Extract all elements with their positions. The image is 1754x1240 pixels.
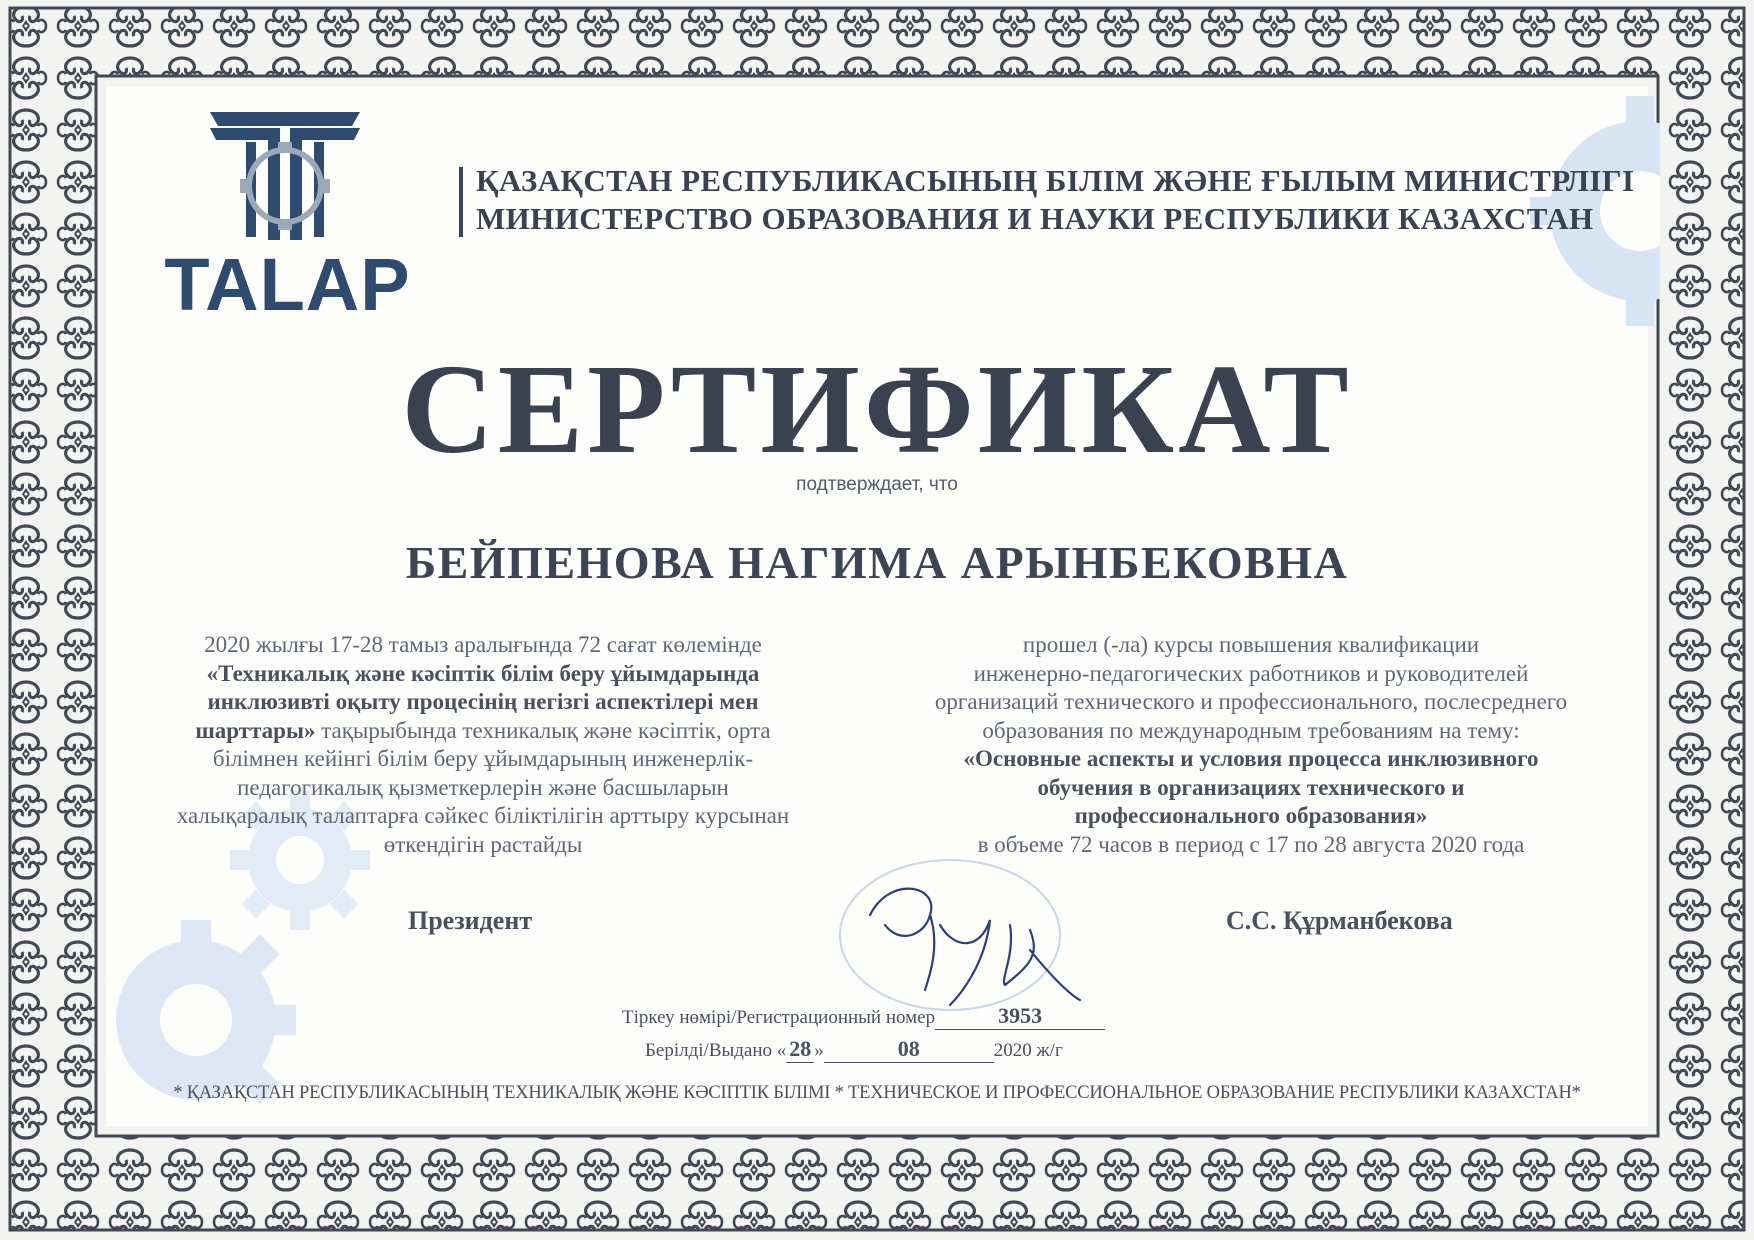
body-kz-line: «Техникалық және кәсіптік білім беру ұйымдарында bbox=[206, 660, 760, 686]
issued-day: 28 bbox=[786, 1036, 814, 1063]
issued-year: 2020 ж/г bbox=[993, 1040, 1063, 1061]
body-kz-line: білімнен кейінгі білім беру ұйымдарының инженерлік- bbox=[212, 746, 754, 771]
registration-number: 3953 bbox=[935, 1003, 1105, 1030]
body-kz-line: инклюзивті оқыту процесінің негізгі аспектілері мен bbox=[207, 689, 759, 714]
registration-number-row bbox=[622, 1003, 1105, 1030]
body-kz-line: өткендігін растайды bbox=[383, 831, 583, 857]
body-ru-line: организаций технического и профессионального, послесреднего bbox=[934, 689, 1568, 714]
body-kz-line: халықаралық талаптарға сәйкес біліктілігін арттыру курсынан bbox=[176, 803, 790, 828]
header-divider bbox=[459, 167, 463, 237]
handwritten-signature bbox=[830, 855, 1120, 1025]
body-kz-line: тақырыбында техникалық және кәсіптік, орта bbox=[315, 717, 771, 743]
recipient-name: БЕЙПЕНОВА НАГИМА АРЫНБЕКОВНА bbox=[405, 537, 1349, 588]
body-kazakh bbox=[133, 631, 833, 859]
signatory-role: Президент bbox=[408, 906, 533, 935]
body-kz-line: педагогикалық қызметкерлерін және басшыларын bbox=[237, 774, 729, 800]
ministry-header bbox=[476, 162, 1635, 238]
signatory-name: С.С. Құрманбекова bbox=[1226, 906, 1453, 935]
logo-wordmark: TALAP bbox=[164, 243, 411, 326]
body-ru-line: инженерно-педагогических работников и руководителей bbox=[973, 660, 1529, 686]
ministry-line-kz: ҚАЗАҚСТАН РЕСПУБЛИКАСЫНЫҢ БІЛІМ ЖӘНЕ ҒЫЛЫМ МИНИСТРЛІГІ bbox=[476, 163, 1635, 198]
issued-label: Берілді/Выдано « bbox=[645, 1040, 787, 1061]
ministry-line-ru: МИНИСТЕРСТВО ОБРАЗОВАНИЯ И НАУКИ РЕСПУБЛИКИ КАЗАХСТАН bbox=[476, 201, 1594, 236]
body-ru-line: профессионального образования» bbox=[1074, 803, 1428, 828]
confirms-text: подтверждает, что bbox=[796, 474, 958, 495]
issued-day-close: » bbox=[814, 1040, 824, 1061]
body-russian bbox=[901, 631, 1601, 859]
registration-label: Тіркеу нөмірі/Регистрационный номер bbox=[622, 1007, 936, 1028]
issued-date-row bbox=[645, 1036, 1105, 1063]
body-kz-line: 2020 жылғы 17-28 тамыз аралығында 72 сағат көлемінде bbox=[204, 632, 762, 657]
body-ru-line: прошел (-ла) курсы повышения квалификации bbox=[1022, 632, 1480, 657]
issued-month: 08 bbox=[824, 1036, 994, 1063]
body-ru-line: в объеме 72 часов в период с 17 по 28 августа 2020 года bbox=[977, 831, 1525, 857]
body-kz-line: шарттары» bbox=[195, 717, 316, 743]
body-ru-line: «Основные аспекты и условия процесса инклюзивного bbox=[963, 746, 1539, 771]
body-ru-line: образования по международным требованиям на тему: bbox=[982, 717, 1520, 743]
footer-text: * ҚАЗАҚСТАН РЕСПУБЛИКАСЫНЫҢ ТЕХНИКАЛЫҚ ЖӘНЕ КӘСІПТІК БІЛІМІ * ТЕХНИЧЕСКОЕ И ПРОФЕССИОНАЛЬНОЕ ОБРАЗОВАНИЕ РЕСПУБЛИКИ КАЗАХСТАН* bbox=[173, 1083, 1581, 1103]
body-ru-line: обучения в организациях технического и bbox=[1037, 774, 1465, 800]
registration-block bbox=[622, 1003, 1105, 1063]
certificate-title: СЕРТИФИКАТ bbox=[401, 338, 1353, 480]
